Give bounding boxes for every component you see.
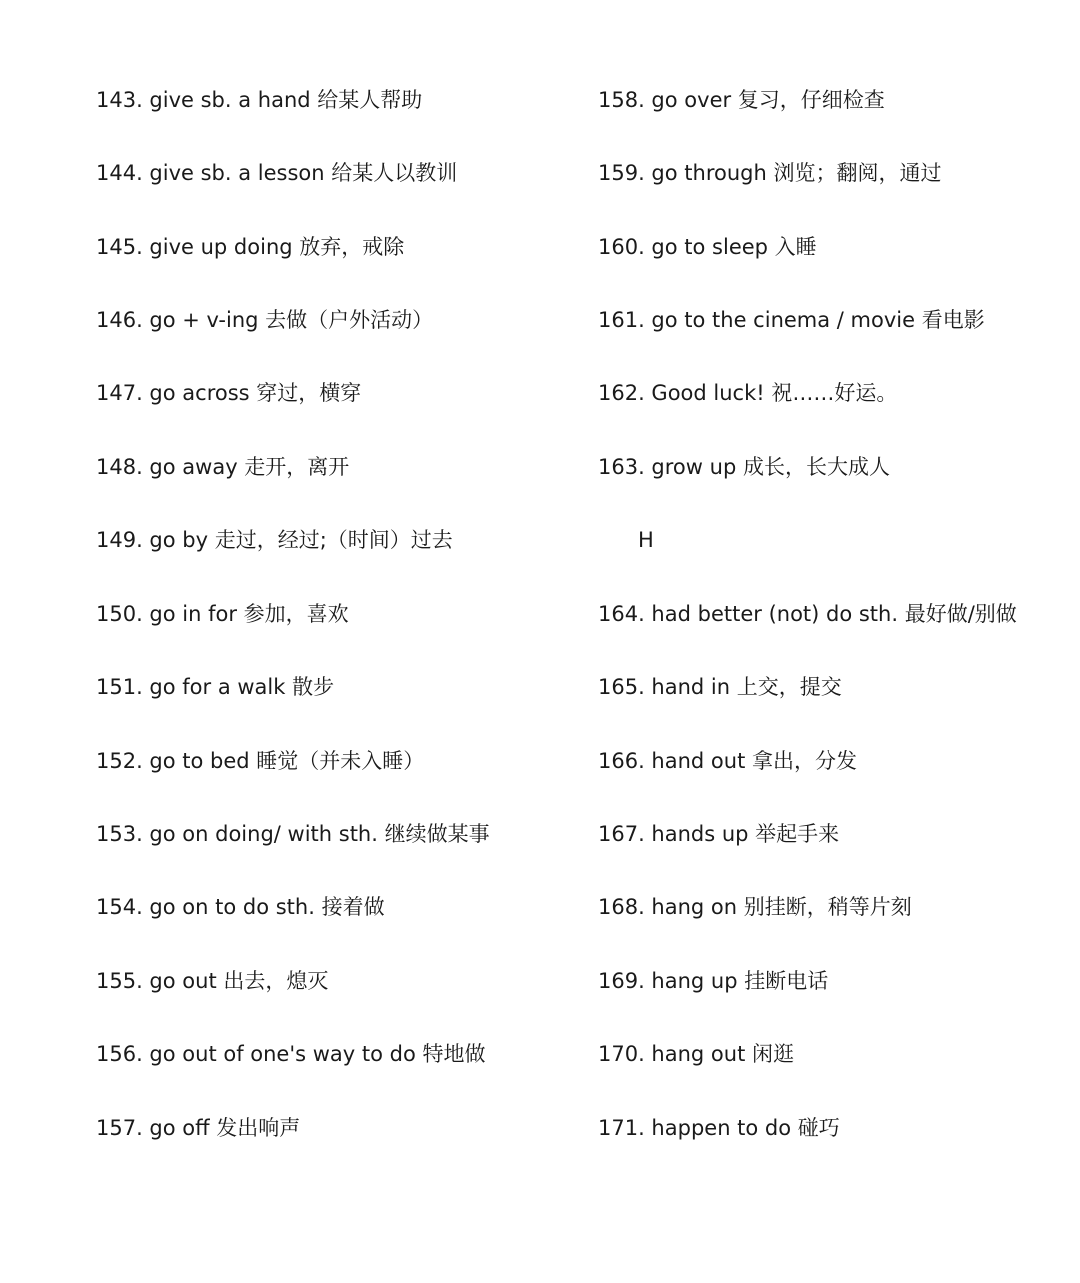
section-letter-heading: H bbox=[638, 528, 654, 552]
phrase-entry: 164. had better (not) do sth. 最好做/别做 bbox=[598, 602, 1017, 626]
phrase-entry: 168. hang on 别挂断，稍等片刻 bbox=[598, 895, 912, 919]
phrase-entry: 160. go to sleep 入睡 bbox=[598, 235, 817, 259]
phrase-entry: 158. go over 复习，仔细检查 bbox=[598, 88, 885, 112]
phrase-entry: 165. hand in 上交，提交 bbox=[598, 675, 842, 699]
phrase-entry: 145. give up doing 放弃，戒除 bbox=[96, 235, 405, 259]
phrase-entry: 167. hands up 举起手来 bbox=[598, 822, 840, 846]
phrase-entry: 144. give sb. a lesson 给某人以教训 bbox=[96, 161, 458, 185]
phrase-entry: 169. hang up 挂断电话 bbox=[598, 969, 829, 993]
phrase-entry: 157. go off 发出响声 bbox=[96, 1116, 301, 1140]
phrase-entry: 148. go away 走开，离开 bbox=[96, 455, 350, 479]
phrase-entry: 143. give sb. a hand 给某人帮助 bbox=[96, 88, 423, 112]
phrase-entry: 171. happen to do 碰巧 bbox=[598, 1116, 840, 1140]
phrase-entry: 156. go out of one's way to do 特地做 bbox=[96, 1042, 486, 1066]
phrase-entry: 154. go on to do sth. 接着做 bbox=[96, 895, 385, 919]
phrase-entry: 159. go through 浏览；翻阅，通过 bbox=[598, 161, 942, 185]
phrase-entry: 150. go in for 参加，喜欢 bbox=[96, 602, 349, 626]
phrase-entry: 155. go out 出去，熄灭 bbox=[96, 969, 329, 993]
phrase-entry: 166. hand out 拿出，分发 bbox=[598, 749, 857, 773]
phrase-entry: 163. grow up 成长，长大成人 bbox=[598, 455, 890, 479]
phrase-entry: 161. go to the cinema / movie 看电影 bbox=[598, 308, 985, 332]
phrase-entry: 151. go for a walk 散步 bbox=[96, 675, 335, 699]
phrase-entry: 170. hang out 闲逛 bbox=[598, 1042, 794, 1066]
phrase-entry: 146. go + v-ing 去做（户外活动） bbox=[96, 308, 434, 332]
phrase-entry: 152. go to bed 睡觉（并未入睡） bbox=[96, 749, 425, 773]
phrase-entry: 162. Good luck! 祝……好运。 bbox=[598, 381, 898, 405]
phrase-entry: 147. go across 穿过，横穿 bbox=[96, 381, 362, 405]
phrase-entry: 149. go by 走过，经过;（时间）过去 bbox=[96, 528, 453, 552]
phrase-entry: 153. go on doing/ with sth. 继续做某事 bbox=[96, 822, 490, 846]
